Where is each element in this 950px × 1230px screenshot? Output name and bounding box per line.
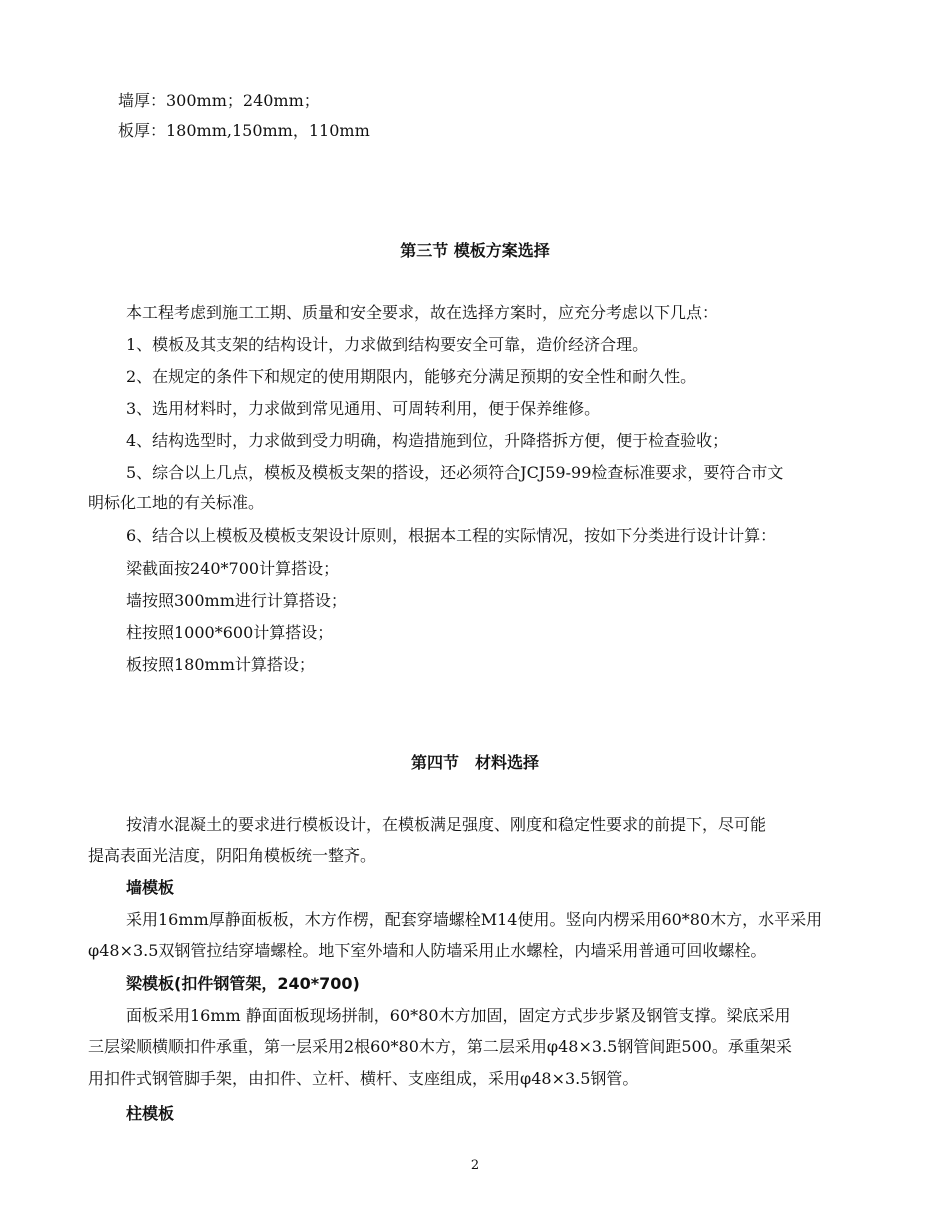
section4-intro-line2: 提高表面光洁度，阴阳角模板统一整齐。 [88,846,377,865]
beam-formwork-line1: 面板采用16mm 静面面板现场拼制，60*80木方加固，固定方式步步紧及钢管支撑。梁底采用 [126,1006,791,1025]
calc-wall: 墙按照300mm进行计算搭设； [126,591,347,610]
wall-formwork-heading: 墙模板 [126,878,175,897]
section3-intro: 本工程考虑到施工工期、质量和安全要求，故在选择方案时，应充分考虑以下几点： [126,303,719,322]
section3-item-5-line2: 明标化工地的有关标准。 [88,493,265,512]
section3-item-6: 6、结合以上模板及模板支架设计原则，根据本工程的实际情况，按如下分类进行设计计算： [126,526,777,545]
slab-thickness-line: 板厚：180mm,150mm，110mm [118,121,370,140]
calc-column: 柱按照1000*600计算搭设； [126,623,334,642]
beam-formwork-line2: 三层梁顺横顺扣件承重，第一层采用2根60*80木方，第二层采用φ48×3.5钢管间距500。承重架采 [88,1037,792,1056]
section3-item-2: 2、在规定的条件下和规定的使用期限内，能够充分满足预期的安全性和耐久性。 [126,367,697,386]
section4-title: 第四节 材料选择 [410,753,539,772]
column-formwork-heading: 柱模板 [126,1104,175,1123]
calc-slab: 板按照180mm计算搭设； [126,655,315,674]
section3-title: 第三节 模板方案选择 [400,241,550,260]
section3-item-4: 4、结构选型时，力求做到受力明确，构造措施到位，升降搭拆方便，便于检查验收； [126,431,729,450]
section3-item-1: 1、模板及其支架的结构设计，力求做到结构要安全可靠，造价经济合理。 [126,335,649,354]
calc-beam: 梁截面按240*700计算搭设； [126,559,340,578]
wall-thickness-line: 墙厚：300mm；240mm； [118,91,320,110]
beam-formwork-line3: 用扣件式钢管脚手架，由扣件、立杆、横杆、支座组成，采用φ48×3.5钢管。 [88,1069,639,1088]
page-number: 2 [470,1158,480,1173]
section3-item-3: 3、选用材料时，力求做到常见通用、可周转利用，便于保养维修。 [126,399,601,418]
section3-item-5-line1: 5、综合以上几点，模板及模板支架的搭设，还必须符合JCJ59-99检查标准要求，要符合市文 [126,463,784,482]
beam-formwork-heading: 梁模板(扣件钢管架，240*700) [126,974,360,993]
wall-formwork-line1: 采用16mm厚静面板板，木方作楞，配套穿墙螺栓M14使用。竖向内楞采用60*80木方，水平采用 [126,910,823,929]
section4-intro-line1: 按清水混凝土的要求进行模板设计，在模板满足强度、刚度和稳定性要求的前提下，尽可能 [126,815,767,834]
wall-formwork-line2: φ48×3.5双钢管拉结穿墙螺栓。地下室外墙和人防墙采用止水螺栓，内墙采用普通可回收螺栓。 [88,941,767,960]
